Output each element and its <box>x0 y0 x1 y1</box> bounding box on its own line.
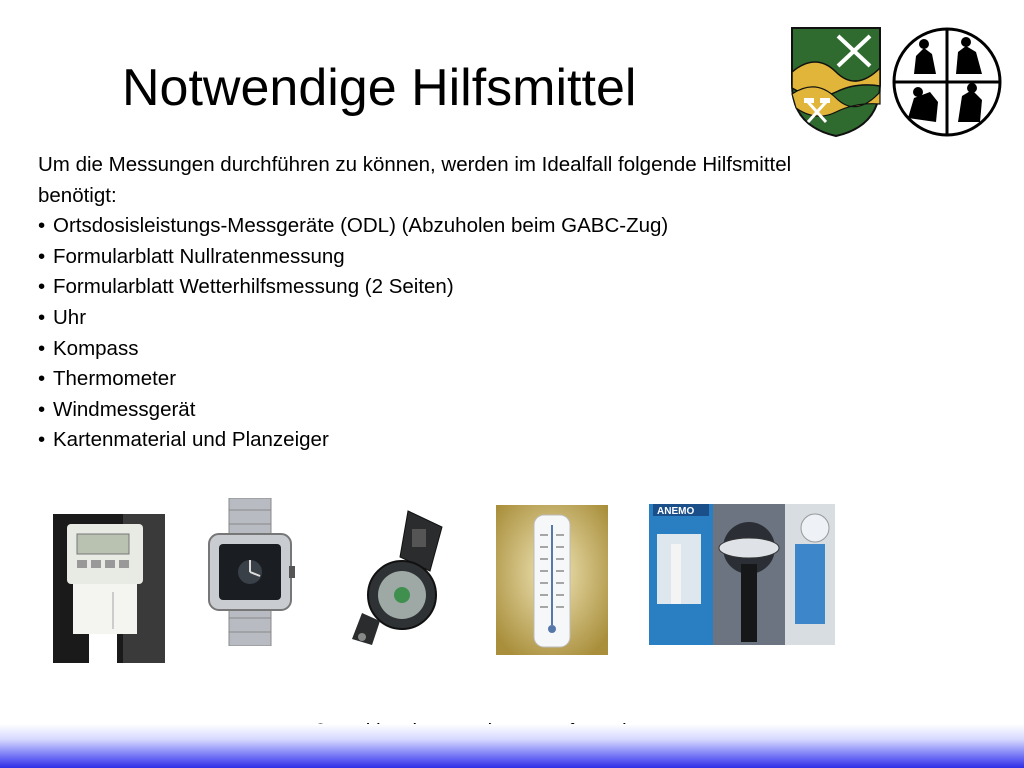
list-item <box>38 272 828 303</box>
list-item-text: Ortsdosisleistungs-Messgeräte (ODL) (Abzuholen beim GABC-Zug) <box>53 214 669 238</box>
list-item-text: Kompass <box>53 336 139 360</box>
bullet-dot: • <box>38 428 46 452</box>
list-item-text: Uhr <box>53 305 87 329</box>
footer-gradient-bar <box>0 724 1024 768</box>
coat-of-arms-logo <box>792 28 880 136</box>
bullet-dot: • <box>38 397 46 421</box>
wind-box-label: ANEMO <box>657 506 695 517</box>
compass-photo <box>350 505 456 651</box>
list-item-text: Kartenmaterial und Planzeiger <box>53 428 329 452</box>
thermometer-photo <box>496 505 608 655</box>
fire-brigade-emblem-logo <box>894 29 1000 135</box>
bullet-dot: • <box>38 244 46 268</box>
list-item <box>38 334 828 365</box>
list-item <box>38 425 828 456</box>
bullet-dot: • <box>38 275 46 299</box>
bullet-dot: • <box>38 367 46 391</box>
bullet-dot: • <box>38 214 46 238</box>
list-item <box>38 211 828 242</box>
wristwatch-photo <box>205 498 295 646</box>
bullet-list <box>38 211 828 456</box>
body-text <box>38 150 828 456</box>
list-item-text: Formularblatt Wetterhilfsmessung (2 Seiten) <box>53 275 454 299</box>
slide-title: Notwendige Hilfsmittel <box>122 59 637 117</box>
list-item <box>38 395 828 426</box>
wind-meter-photo <box>649 504 835 645</box>
bullet-dot: • <box>38 336 46 360</box>
list-item <box>38 242 828 273</box>
list-item-text: Windmessgerät <box>53 397 196 421</box>
logo-group <box>786 22 1004 140</box>
odl-meter-photo <box>53 514 165 663</box>
bullet-dot: • <box>38 305 46 329</box>
list-item <box>38 364 828 395</box>
intro-text: Um die Messungen durchführen zu können, werden im Idealfall folgende Hilfsmittel benötigt: <box>38 153 792 207</box>
list-item-text: Thermometer <box>53 367 177 391</box>
list-item-text: Formularblatt Nullratenmessung <box>53 244 345 268</box>
list-item <box>38 303 828 334</box>
